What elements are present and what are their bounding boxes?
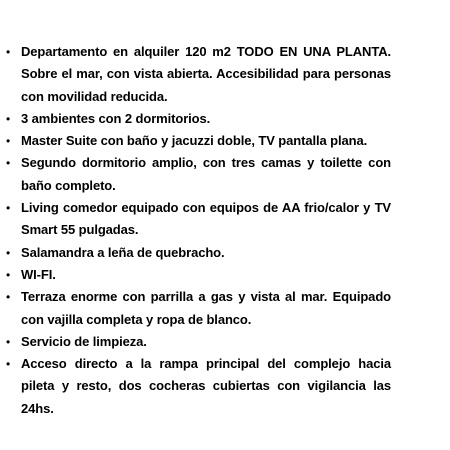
list-item <box>0 331 450 353</box>
list-item <box>0 152 450 197</box>
list-item-text: Salamandra a leña de quebracho. <box>21 244 225 260</box>
list-item-text: Acceso directo a la rampa principal del complejo hacia pileta y resto, dos cocheras cubiertas con vigilancia las 24hs. <box>21 356 391 416</box>
list-item <box>0 197 450 242</box>
bullet: • <box>6 45 11 59</box>
bullet: • <box>6 334 11 349</box>
list-item <box>0 108 450 130</box>
bullet: • <box>6 290 11 305</box>
list-item <box>0 130 450 152</box>
document-body <box>0 41 450 420</box>
bullet: • <box>6 156 11 171</box>
bullet: • <box>6 245 11 260</box>
list-item-text: Segundo dormitorio amplio, con tres camas y toilette con baño completo. <box>21 155 391 193</box>
list-item-text: Living comedor equipado con equipos de AA frio/calor y TV Smart 55 pulgadas. <box>21 200 391 238</box>
list-item <box>0 264 450 286</box>
list-item-text: Terraza enorme con parrilla a gas y vista al mar. Equipado con vajilla completa y ropa de blanco. <box>21 289 391 327</box>
bullet: • <box>6 134 11 149</box>
list-item-text: Departamento en alquiler 120 m2 TODO EN UNA PLANTA. Sobre el mar, con vista abierta. Accesibilidad para personas con movilidad reducida. <box>21 44 391 104</box>
bullet: • <box>6 201 11 216</box>
list-item <box>0 41 450 108</box>
list-item <box>0 353 450 420</box>
list-item <box>0 242 450 264</box>
bullet: • <box>6 267 11 282</box>
bullet: • <box>6 357 11 372</box>
list-item-text: Master Suite con baño y jacuzzi doble, TV pantalla plana. <box>21 133 368 149</box>
list-item-text: 3 ambientes con 2 dormitorios. <box>21 110 211 126</box>
bullet: • <box>6 111 11 126</box>
list-item-text: WI-FI. <box>21 266 56 282</box>
list-item <box>0 286 450 331</box>
list-item-text: Servicio de limpieza. <box>21 333 147 349</box>
